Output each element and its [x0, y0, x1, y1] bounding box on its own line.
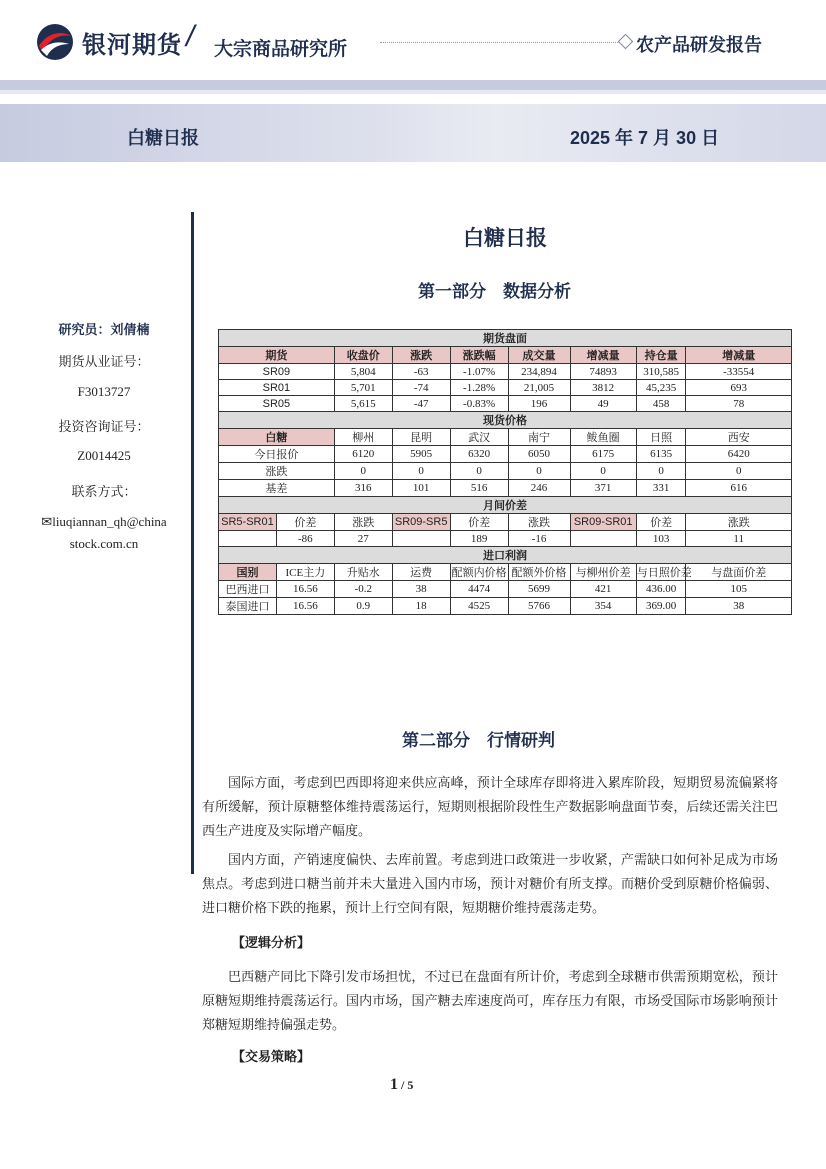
- table-cell: 4525: [450, 598, 508, 615]
- table-cell: SR05: [219, 396, 335, 412]
- table-cell: 0: [392, 463, 450, 480]
- table-cell: 涨跌: [219, 463, 335, 480]
- table-cell: -33554: [686, 364, 792, 380]
- table-cell: 189: [450, 531, 508, 547]
- table-header: 配额内价格: [450, 564, 508, 581]
- table-cell: 5905: [392, 446, 450, 463]
- diamond-icon: [618, 34, 634, 50]
- table-header: ICE主力: [276, 564, 334, 581]
- table-cell: 0: [686, 463, 792, 480]
- table-header: 涨跌: [334, 514, 392, 531]
- header-band-light: [0, 90, 826, 94]
- table-cell: 78: [686, 396, 792, 412]
- table-cell: 105: [686, 581, 792, 598]
- paragraph-logic: 巴西糖产同比下降引发市场担忧，不过已在盘面有所计价，考虑到全球糖市供需预期宽松，预计原糖短期维持震荡运行。国内市场，国产糖去库速度尚可，库存压力有限，市场受国际市场影响预计郑糖短期维持偏强走势。: [202, 969, 778, 1032]
- table-cell: -16: [508, 531, 570, 547]
- table-header: SR09-SR5: [392, 514, 450, 531]
- table-cell: 18: [392, 598, 450, 615]
- table-header: 西安: [686, 429, 792, 446]
- report-header: [0, 0, 826, 80]
- table-header: 南宁: [508, 429, 570, 446]
- section-title-spot: 现货价格: [219, 412, 792, 429]
- table-header: 涨跌: [392, 347, 450, 364]
- table-cell: 11: [686, 531, 792, 547]
- table-cell: 5699: [508, 581, 570, 598]
- table-cell: 今日报价: [219, 446, 335, 463]
- paragraph-domestic: 国内方面，产销速度偏快、去库前置。考虑到进口政策进一步收紧，产需缺口如何补足成为市场焦点。考虑到进口糖当前并未大量进入国内市场，预计对糖价有所支撑。而糖价受到原糖价格偏弱、进口糖价格下跌的拖累，预计上行空间有限，短期糖价维持震荡走势。: [202, 852, 778, 915]
- page-title: 白糖日报: [463, 227, 547, 250]
- table-cell: 310,585: [636, 364, 686, 380]
- table-cell: 5,701: [334, 380, 392, 396]
- table-cell: 21,005: [508, 380, 570, 396]
- table-cell: -63: [392, 364, 450, 380]
- table-cell: 5766: [508, 598, 570, 615]
- report-date: 2025 年 7 月 30 日: [570, 128, 720, 148]
- table-header: 期货: [219, 347, 335, 364]
- cert-number: F3013727: [77, 384, 131, 399]
- table-cell: 6175: [570, 446, 636, 463]
- header-band: [0, 80, 826, 90]
- strategy-heading: 【交易策略】: [232, 1049, 311, 1064]
- table-cell: 371: [570, 480, 636, 497]
- table-cell: [570, 531, 636, 547]
- table-header: 与盘面价差: [686, 564, 792, 581]
- table-cell: -0.2: [334, 581, 392, 598]
- table-header: 柳州: [334, 429, 392, 446]
- email-line-1[interactable]: [20, 514, 188, 530]
- table-cell: SR09: [219, 364, 335, 380]
- table-cell: [392, 531, 450, 547]
- table-cell: 6050: [508, 446, 570, 463]
- table-cell: -86: [276, 531, 334, 547]
- table-cell: 16.56: [276, 598, 334, 615]
- report-name: 白糖日报: [127, 128, 199, 148]
- page-current: 1: [390, 1076, 398, 1093]
- researcher-name: 研究员：刘倩楠: [58, 322, 150, 337]
- table-cell: 45,235: [636, 380, 686, 396]
- table-cell: 316: [334, 480, 392, 497]
- table-header: 鲅鱼圈: [570, 429, 636, 446]
- table-cell: 354: [570, 598, 636, 615]
- consult-label: 投资咨询证号：: [58, 419, 150, 434]
- table-cell: 458: [636, 396, 686, 412]
- table-cell: 331: [636, 480, 686, 497]
- table-cell: 0: [334, 463, 392, 480]
- table-cell: 74893: [570, 364, 636, 380]
- header-dotted-line: [380, 42, 620, 43]
- table-header: 增减量: [686, 347, 792, 364]
- report-type: 农产品研发报告: [636, 35, 762, 55]
- table-cell: 436.00: [636, 581, 686, 598]
- table-cell: 6135: [636, 446, 686, 463]
- consult-number: Z0014425: [77, 448, 131, 463]
- table-cell: 6420: [686, 446, 792, 463]
- table-cell: 6320: [450, 446, 508, 463]
- table-header: SR09-SR01: [570, 514, 636, 531]
- table-header: 运费: [392, 564, 450, 581]
- header-slash: /: [186, 20, 195, 53]
- table-header: 升贴水: [334, 564, 392, 581]
- table-header: 白糖: [219, 429, 335, 446]
- galaxy-logo-icon: [35, 22, 75, 62]
- table-header: 与日照价差: [636, 564, 686, 581]
- page-total: 5: [407, 1078, 414, 1092]
- table-cell: 693: [686, 380, 792, 396]
- table-header: 涨跌: [508, 514, 570, 531]
- section-heading-1: 第一部分 数据分析: [418, 282, 571, 301]
- table-cell: 38: [392, 581, 450, 598]
- table-header: 国别: [219, 564, 277, 581]
- table-cell: 16.56: [276, 581, 334, 598]
- table-cell: 泰国进口: [219, 598, 277, 615]
- paragraph-international: 国际方面，考虑到巴西即将迎来供应高峰，预计全球库存即将进入累库阶段，短期贸易流偏紧将有所缓解，预计原糖整体维持震荡运行，短期则根据阶段性生产数据影响盘面节奏，后续还需关注巴西生产进度及实际增产幅度。: [202, 775, 778, 838]
- table-cell: -0.83%: [450, 396, 508, 412]
- section-title-import: 进口利润: [219, 547, 792, 564]
- table-cell: 3812: [570, 380, 636, 396]
- table-cell: SR01: [219, 380, 335, 396]
- table-cell: 0.9: [334, 598, 392, 615]
- table-cell: -47: [392, 396, 450, 412]
- table-cell: 101: [392, 480, 450, 497]
- table-cell: 5,615: [334, 396, 392, 412]
- table-cell: 49: [570, 396, 636, 412]
- section-heading-2: 第二部分 行情研判: [402, 731, 555, 750]
- page-number: [390, 1076, 413, 1094]
- table-cell: 5,804: [334, 364, 392, 380]
- table-cell: 0: [636, 463, 686, 480]
- mail-icon: ✉: [41, 514, 53, 529]
- table-cell: 基差: [219, 480, 335, 497]
- table-cell: 516: [450, 480, 508, 497]
- table-header: 成交量: [508, 347, 570, 364]
- table-cell: 369.00: [636, 598, 686, 615]
- table-cell: -1.28%: [450, 380, 508, 396]
- table-cell: 27: [334, 531, 392, 547]
- brand-name: 银河期货: [82, 32, 182, 59]
- cert-label: 期货从业证号：: [58, 354, 150, 369]
- page-separator: /: [398, 1078, 408, 1092]
- table-header: 昆明: [392, 429, 450, 446]
- table-cell: 246: [508, 480, 570, 497]
- section-title-futures: 期货盘面: [219, 330, 792, 347]
- table-cell: 616: [686, 480, 792, 497]
- table-cell: -74: [392, 380, 450, 396]
- email-text-1[interactable]: liuqiannan_qh@china: [52, 514, 167, 529]
- table-header: SR5-SR01: [219, 514, 277, 531]
- table-header: 收盘价: [334, 347, 392, 364]
- table-header: 价差: [636, 514, 686, 531]
- table-header: 持仓量: [636, 347, 686, 364]
- table-header: 与柳州价差: [570, 564, 636, 581]
- table-cell: 234,894: [508, 364, 570, 380]
- contact-label: 联系方式：: [71, 484, 137, 499]
- table-cell: 0: [508, 463, 570, 480]
- table-header: 价差: [450, 514, 508, 531]
- table-cell: -1.07%: [450, 364, 508, 380]
- table-header: 日照: [636, 429, 686, 446]
- table-header: 配额外价格: [508, 564, 570, 581]
- table-header: 武汉: [450, 429, 508, 446]
- data-table: [218, 329, 792, 615]
- table-cell: 196: [508, 396, 570, 412]
- table-cell: 0: [570, 463, 636, 480]
- section-title-spread: 月间价差: [219, 497, 792, 514]
- sidebar-divider: [191, 212, 194, 874]
- table-cell: 巴西进口: [219, 581, 277, 598]
- logic-heading: 【逻辑分析】: [232, 935, 311, 950]
- table-cell: 38: [686, 598, 792, 615]
- table-cell: 4474: [450, 581, 508, 598]
- table-cell: 103: [636, 531, 686, 547]
- institute-name: 大宗商品研究所: [214, 39, 348, 60]
- table-cell: 421: [570, 581, 636, 598]
- table-header: 增减量: [570, 347, 636, 364]
- table-cell: 6120: [334, 446, 392, 463]
- table-header: 涨跌: [686, 514, 792, 531]
- table-header: 价差: [276, 514, 334, 531]
- email-line-2[interactable]: stock.com.cn: [69, 536, 139, 551]
- table-cell: [219, 531, 277, 547]
- table-cell: 0: [450, 463, 508, 480]
- table-header: 涨跌幅: [450, 347, 508, 364]
